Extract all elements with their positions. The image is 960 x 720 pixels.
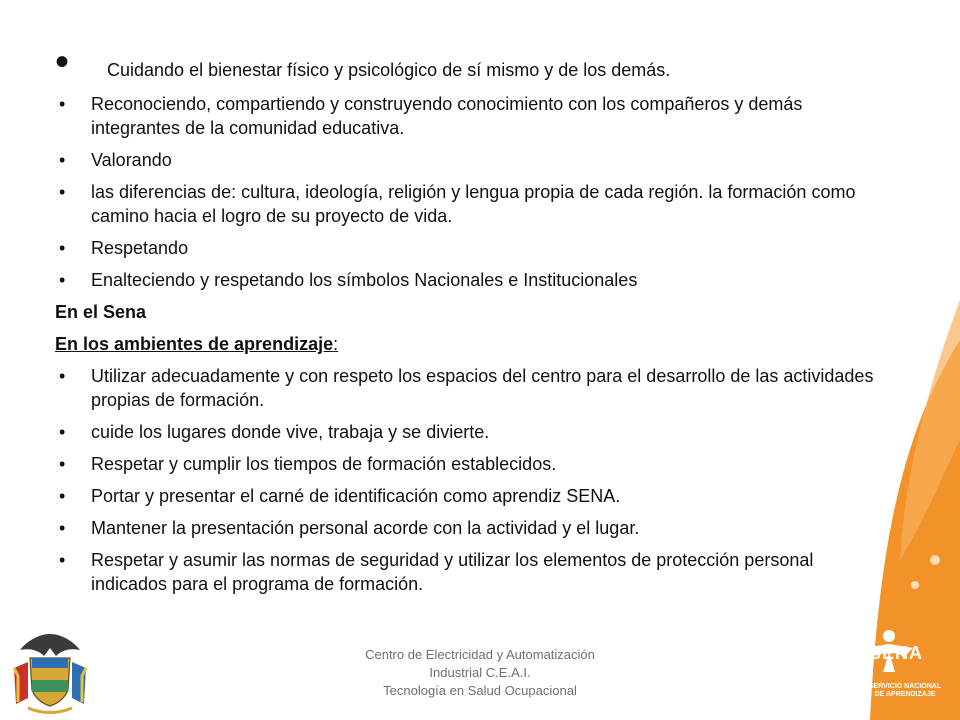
sena-logo-subtitle — [860, 683, 950, 699]
bullet-dot: • — [59, 454, 66, 474]
heading-en-el-sena: En el Sena — [55, 302, 147, 322]
bullet-dot: • — [59, 518, 66, 538]
bullet-text: Utilizar adecuadamente y con respeto los espacios del centro para el desarrollo de las actividades propias de formación. — [91, 366, 874, 410]
bullet-text: cuide los lugares donde vive, trabaja y se divierte. — [91, 422, 490, 442]
bullet-text: las diferencias de: cultura, ideología, religión y lengua propia de cada región. la formación como camino hacia el logro de su proyecto de vida. — [91, 182, 856, 226]
footer — [330, 646, 630, 700]
bullet-text: Respetando — [91, 238, 189, 258]
heading-ambientes-text: En los ambientes de aprendizaje — [55, 334, 334, 354]
bullet-dot: • — [59, 238, 66, 258]
bullet-item — [55, 92, 875, 140]
bullet-dot: • — [59, 550, 66, 570]
bullet-item — [55, 148, 875, 172]
footer-line: Industrial C.E.A.I. — [429, 665, 531, 680]
bullet-item — [55, 548, 875, 596]
bullet-dot: • — [59, 486, 66, 506]
bullet-item — [55, 180, 875, 228]
colombia-coat-of-arms-logo — [8, 628, 92, 716]
bullet-text: Valorando — [91, 150, 172, 170]
heading-ambientes-aprendizaje — [55, 332, 875, 356]
bullet-text: Respetar y asumir las normas de seguridad y utilizar los elementos de protección personal indicados para el programa de formación. — [91, 550, 814, 594]
bullet-dot: • — [59, 366, 66, 386]
bullet-item — [55, 420, 875, 444]
bullet-text: Reconociendo, compartiendo y construyendo conocimiento con los compañeros y demás integrantes de la comunidad educativa. — [91, 94, 803, 138]
footer-line: Tecnología en Salud Ocupacional — [383, 683, 577, 698]
bullet-item — [55, 40, 875, 84]
bullet-dot: • — [59, 270, 66, 290]
bullet-text: Respetar y cumplir los tiempos de formación establecidos. — [91, 454, 557, 474]
bullet-item — [55, 452, 875, 476]
bullet-dot: • — [59, 182, 66, 202]
content-area — [55, 40, 875, 604]
bullet-item — [55, 268, 875, 292]
bullet-dot: • — [59, 94, 66, 114]
bullet-text: Portar y presentar el carné de identificación como aprendiz SENA. — [91, 486, 621, 506]
bullet-text: Cuidando el bienestar físico y psicológico de sí mismo y de los demás. — [107, 60, 671, 80]
sena-subtitle-line: DE APRENDIZAJE — [874, 691, 936, 698]
bullet-text: Enalteciendo y respetando los símbolos Nacionales e Institucionales — [91, 270, 638, 290]
bullet-item — [55, 484, 875, 508]
footer-line: Centro de Electricidad y Automatización — [365, 647, 595, 662]
bullet-dot: • — [55, 40, 70, 84]
sena-subtitle-line: SERVICIO NACIONAL — [868, 683, 942, 690]
bullet-item — [55, 516, 875, 540]
bullet-dot: • — [59, 422, 66, 442]
sena-logo-text: SENA — [868, 643, 923, 663]
bullet-text: Mantener la presentación personal acorde con la actividad y el lugar. — [91, 518, 640, 538]
bullet-dot: • — [59, 150, 66, 170]
heading-colon: : — [333, 334, 339, 354]
bullet-item — [55, 364, 875, 412]
sena-logo — [845, 628, 957, 720]
bullet-item — [55, 236, 875, 260]
